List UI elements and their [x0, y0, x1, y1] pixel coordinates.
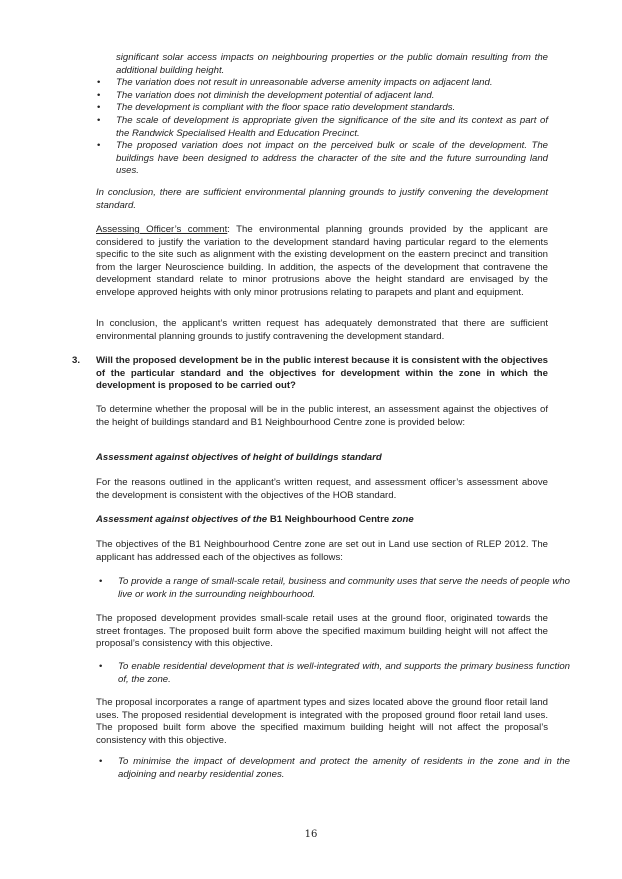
objective-2-text: To enable residential development that is well-integrated with, and supports the primary business function of, the zone. [118, 661, 570, 685]
objective-1-text: To provide a range of small-scale retail, business and community uses that serve the needs of people who live or work in the surrounding neighbourhood. [118, 576, 570, 600]
zone-intro-paragraph: The objectives of the B1 Neighbourhood Centre zone are set out in Land use section of RLEP 2012. The applicant has addressed each of the objectives as follows: [96, 539, 548, 563]
heading-zone-part1: Assessment against objectives of the [96, 514, 270, 525]
question-heading: Will the proposed development be in the public interest because it is consistent with the objectives of the particular standard and the objectives for development within the zone in which the development is proposed to be carried out? [96, 355, 548, 392]
page-number: 16 [304, 829, 318, 840]
assessing-officer-comment [96, 224, 548, 300]
bullet-icon: • [99, 756, 103, 767]
bullet-icon: • [99, 576, 103, 587]
heading-hob: Assessment against objectives of height of buildings standard [96, 452, 382, 463]
heading-zone [96, 514, 548, 527]
list-item: • The development is compliant with the floor space ratio development standards. [86, 102, 548, 115]
objective-2-response: The proposal incorporates a range of apartment types and sizes located above the ground floor retail land uses. The proposed residential development is integrated with the proposed ground floor retail land uses. The proposed built form above the specified maximum building height will not affect the proposal’s consistency with this objective. [96, 697, 548, 746]
objective-3 [96, 756, 570, 781]
heading-zone-part2: B1 Neighbourhood Centre [269, 514, 390, 525]
objective-1 [96, 576, 570, 601]
list-item: • The variation does not result in unreasonable adverse amenity impacts on adjacent land. [86, 77, 548, 90]
list-item: significant solar access impacts on neighbouring properties or the public domain resulting from the additional building height. [116, 52, 548, 76]
objective-3-text: To minimise the impact of development and protect the amenity of residents in the zone and in the adjoining and nearby residential zones. [118, 756, 570, 780]
heading-zone-part3: zone [389, 514, 414, 525]
list-item: • The variation does not diminish the development potential of adjacent land. [86, 90, 548, 103]
list-item: • The proposed variation does not impact on the perceived bulk or scale of the development. The buildings have been designed to address the character of the site and the future surrounding land uses. [86, 140, 548, 178]
objective-2 [96, 661, 570, 686]
assessing-officer-label: Assessing Officer’s comment [96, 224, 228, 235]
question-number: 3. [72, 355, 81, 366]
hob-paragraph: For the reasons outlined in the applicant’s written request, and assessment officer’s assessment above the development is consistent with the objectives of the HOB standard. [96, 477, 548, 501]
top-bullet-list [86, 52, 548, 178]
objective-1-response: The proposed development provides small-scale retail uses at the ground floor, originated towards the street frontages. The proposed built form above the specified maximum building height will not affect the proposal’s consistency with this objective. [96, 613, 548, 650]
conclusion-officer: In conclusion, the applicant’s written request has adequately demonstrated that there are sufficient environmental planning grounds to justify contravening the development standard. [96, 318, 548, 342]
list-item: • The scale of development is appropriate given the significance of the site and its context as part of the Randwick Specialised Health and Education Precinct. [86, 115, 548, 140]
bullet-icon: • [99, 661, 103, 672]
conclusion-applicant: In conclusion, there are sufficient environmental planning grounds to justify convening the development standard. [96, 187, 548, 211]
intro-paragraph: To determine whether the proposal will be in the public interest, an assessment against the objectives of the height of buildings standard and B1 Neighbourhood Centre zone is provided below: [96, 404, 548, 428]
assessing-officer-text: : The environmental planning grounds provided by the applicant are considered to justify the variation to the development standard having particular regard to the elements specific to the site such as alignment with the existing development on the eastern precinct and transition from the larger Neuroscience building. In addition, the aspects of the development that contravene the development standard relate to minor protrusions above the height standard are envisaged by the envelope approved heights with only minor protrusions relating to parapets and plant and equipment. [96, 224, 548, 298]
